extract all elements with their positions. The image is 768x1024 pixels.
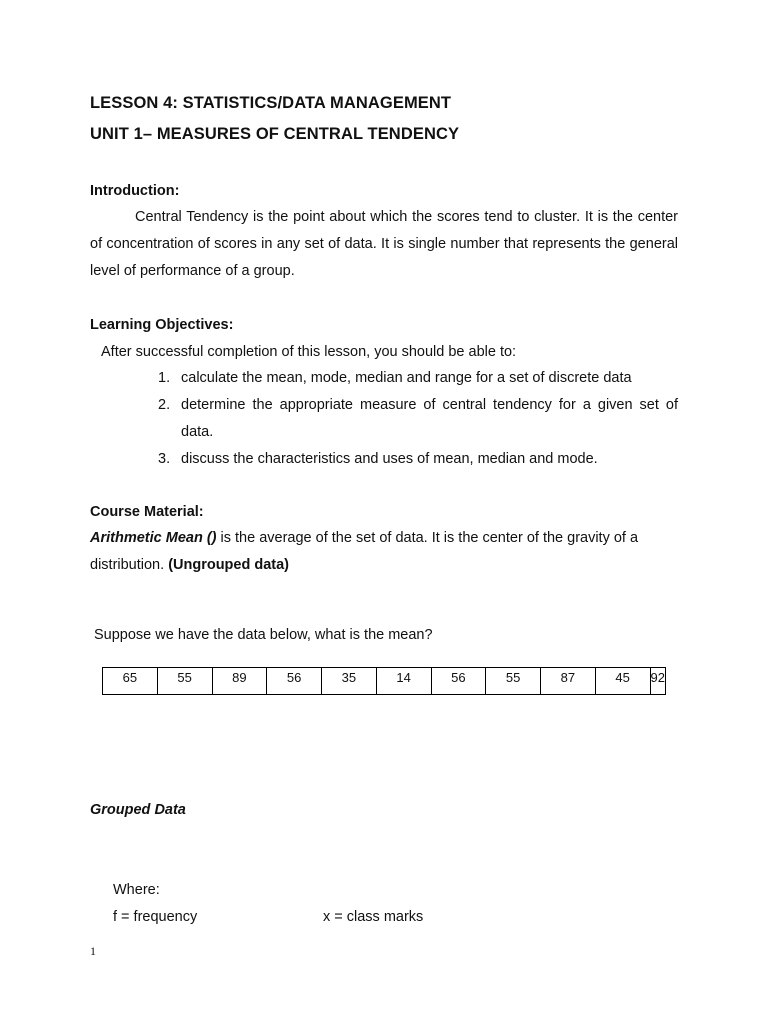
data-table [102, 667, 666, 695]
arithmetic-mean-term: Arithmetic Mean () [90, 530, 217, 546]
table-cell: 56 [267, 668, 322, 695]
table-cell: 56 [431, 668, 486, 695]
introduction-paragraph [90, 204, 678, 285]
page-number: 1 [90, 944, 96, 958]
objective-item-3 [158, 446, 678, 473]
table-cell: 35 [322, 668, 377, 695]
objective-number: 2. [158, 397, 171, 413]
table-cell: 45 [595, 668, 650, 695]
mean-question: Suppose we have the data below, what is the mean? [94, 627, 433, 643]
objective-text: calculate the mean, mode, median and range for a set of discrete data [181, 370, 632, 386]
objectives-heading: Learning Objectives: [90, 317, 234, 333]
table-row [103, 668, 666, 695]
table-cell: 14 [376, 668, 431, 695]
lesson-title: LESSON 4: STATISTICS/DATA MANAGEMENT [90, 94, 452, 112]
objectives-lead: After successful completion of this lesson, you should be able to: [101, 344, 517, 360]
table-cell: 65 [103, 668, 158, 695]
where-label: Where: [113, 882, 160, 898]
frequency-definition: f = frequency [113, 909, 198, 925]
objective-item-1 [158, 365, 678, 392]
course-material-heading: Course Material: [90, 504, 204, 520]
ungrouped-qualifier: (Ungrouped data) [168, 557, 290, 573]
introduction-heading: Introduction: [90, 183, 180, 199]
table-cell: 55 [486, 668, 541, 695]
objective-number: 3. [158, 451, 171, 467]
table-cell: 87 [541, 668, 596, 695]
class-marks-definition: x = class marks [323, 909, 424, 925]
arithmetic-mean-paragraph [90, 525, 678, 579]
table-cell: 55 [157, 668, 212, 695]
objective-text: determine the appropriate measure of central tendency for a given set of data. [181, 397, 678, 440]
introduction-text: Central Tendency is the point about which the scores tend to cluster. It is the center of concentration of scores in any set of data. It is single number that represents the general level of performance of a group. [90, 209, 678, 279]
objective-item-2 [158, 392, 678, 446]
objective-number: 1. [158, 370, 171, 386]
arithmetic-mean-definition: is the average of the set of data. It is the center of the gravity of a distribution. [90, 530, 639, 573]
unit-title: UNIT 1– MEASURES OF CENTRAL TENDENCY [90, 125, 460, 143]
objective-text: discuss the characteristics and uses of mean, median and mode. [181, 451, 598, 467]
table-cell: 92 [650, 668, 666, 695]
table-cell: 89 [212, 668, 267, 695]
grouped-data-heading: Grouped Data [90, 802, 186, 818]
